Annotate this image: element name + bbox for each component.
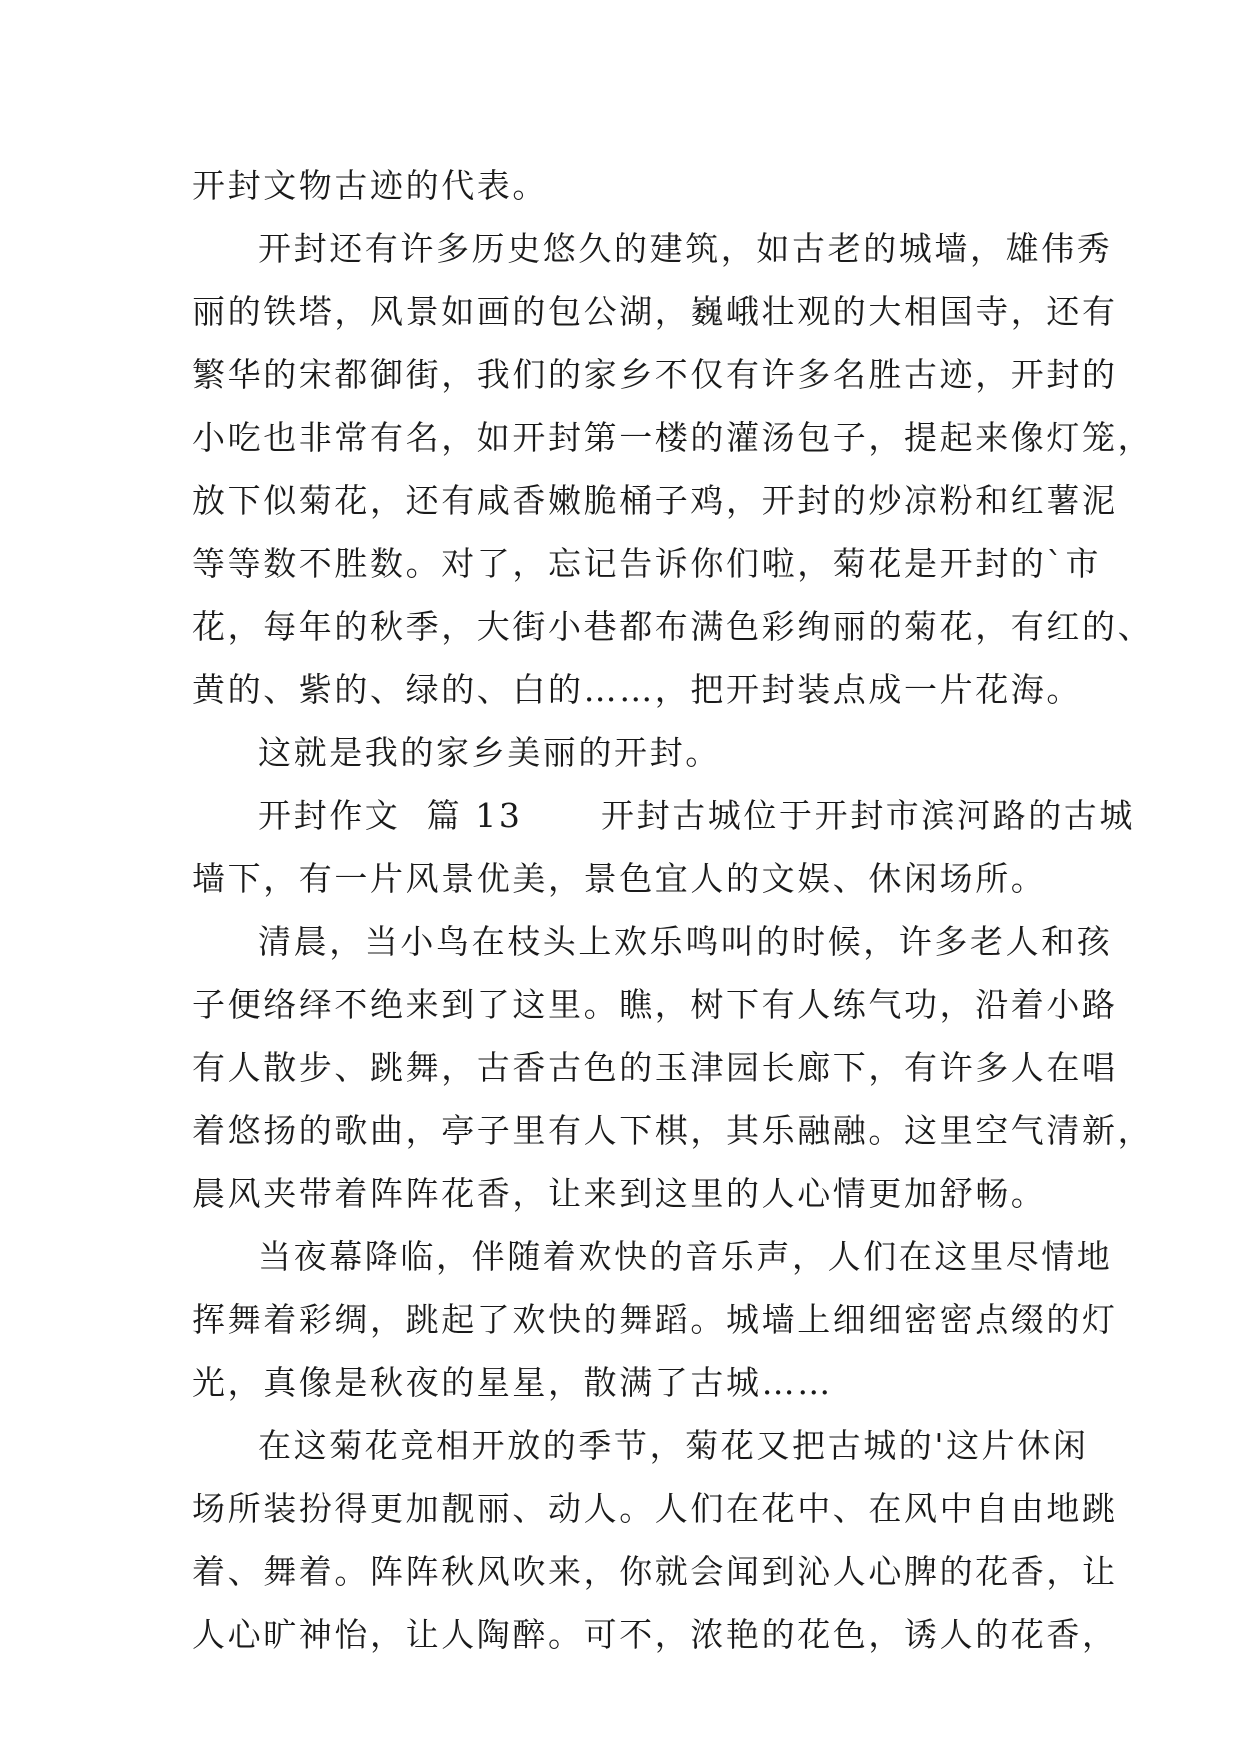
text-line: 光，真像是秋夜的星星，散满了古城…… xyxy=(192,1363,833,1402)
text-line: 着悠扬的歌曲，亭子里有人下棋，其乐融融。这里空气清新， xyxy=(192,1111,1154,1150)
text-line: 等等数不胜数。对了，忘记告诉你们啦，菊花是开封的`市 xyxy=(192,544,1102,583)
text-line: 当夜幕降临，伴随着欢快的音乐声，人们在这里尽情地 xyxy=(258,1237,1113,1276)
text-line: 子便络绎不绝来到了这里。瞧，树下有人练气功，沿着小路 xyxy=(192,985,1118,1024)
text-line: 挥舞着彩绸，跳起了欢快的舞蹈。城墙上细细密密点缀的灯 xyxy=(192,1300,1118,1339)
section-heading-line: 开封作文 篇 13 开封古城位于开封市滨河路的古城 xyxy=(258,796,1135,835)
text-line: 这就是我的家乡美丽的开封。 xyxy=(258,733,721,772)
text-line: 场所装扮得更加靓丽、动人。人们在花中、在风中自由地跳 xyxy=(192,1489,1118,1528)
text-line: 有人散步、跳舞，古香古色的玉津园长廊下，有许多人在唱 xyxy=(192,1048,1118,1087)
text-line: 人心旷神怡，让人陶醉。可不，浓艳的花色，诱人的花香， xyxy=(192,1615,1118,1654)
text-line: 晨风夹带着阵阵花香，让来到这里的人心情更加舒畅。 xyxy=(192,1174,1047,1213)
text-line: 繁华的宋都御街，我们的家乡不仅有许多名胜古迹，开封的 xyxy=(192,355,1118,394)
text-line: 开封还有许多历史悠久的建筑，如古老的城墙，雄伟秀 xyxy=(258,229,1113,268)
text-line: 放下似菊花，还有咸香嫩脆桶子鸡，开封的炒凉粉和红薯泥 xyxy=(192,481,1118,520)
text-line: 丽的铁塔，风景如画的包公湖，巍峨壮观的大相国寺，还有 xyxy=(192,292,1118,331)
text-line: 开封文物古迹的代表。 xyxy=(192,166,548,205)
text-line: 清晨，当小鸟在枝头上欢乐鸣叫的时候，许多老人和孩 xyxy=(258,922,1113,961)
text-line: 墙下，有一片风景优美，景色宜人的文娱、休闲场所。 xyxy=(192,859,1047,898)
text-line: 黄的、紫的、绿的、白的……，把开封装点成一片花海。 xyxy=(192,670,1082,709)
text-line: 在这菊花竞相开放的季节，菊花又把古城的'这片休闲 xyxy=(258,1426,1089,1465)
text-line: 着、舞着。阵阵秋风吹来，你就会闻到沁人心脾的花香，让 xyxy=(192,1552,1118,1591)
text-line: 小吃也非常有名，如开封第一楼的灌汤包子，提起来像灯笼， xyxy=(192,418,1154,457)
text-line: 花，每年的秋季，大街小巷都布满色彩绚丽的菊花，有红的、 xyxy=(192,607,1154,646)
